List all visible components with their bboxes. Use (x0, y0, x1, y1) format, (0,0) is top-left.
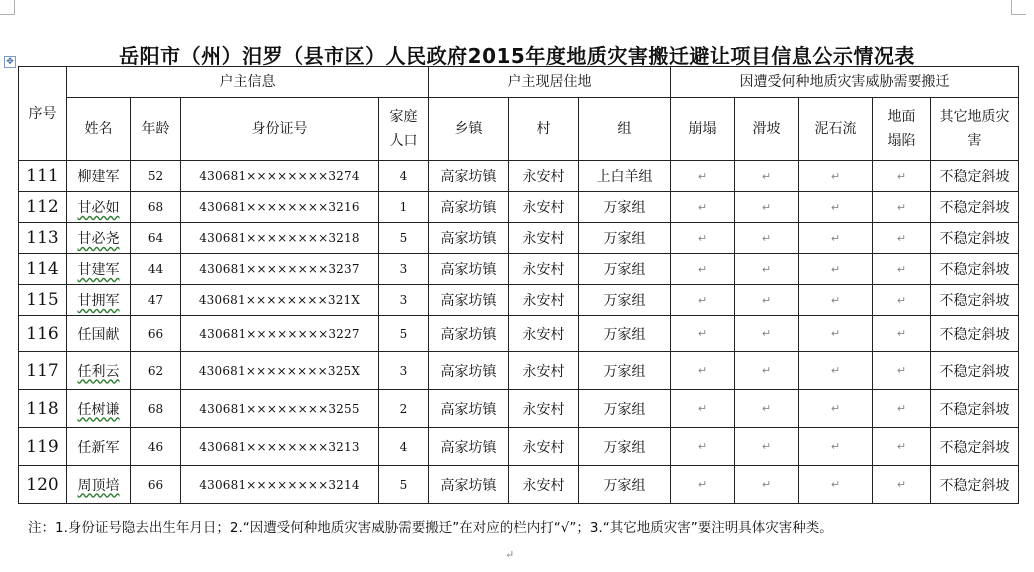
family-cell: 4 (379, 428, 429, 466)
township-cell: 高家坊镇 (429, 223, 509, 254)
subsidence-cell: ↵ (873, 352, 931, 390)
table-row (19, 316, 1019, 352)
collapse-cell: ↵ (671, 466, 735, 504)
info-table (18, 66, 1019, 504)
collapse-cell: ↵ (671, 223, 735, 254)
team-cell: 万家组 (579, 192, 671, 223)
age-cell: 66 (131, 316, 181, 352)
header-family: 家庭人口 (379, 98, 429, 161)
village-cell: 永安村 (509, 223, 579, 254)
id-cell: 430681××××××××3255 (181, 390, 379, 428)
village-cell: 永安村 (509, 316, 579, 352)
family-cell: 2 (379, 390, 429, 428)
subsidence-cell: ↵ (873, 223, 931, 254)
seq-cell: 117 (19, 352, 67, 390)
owner-name: 柳建军 (77, 169, 120, 185)
other-cell: 不稳定斜坡 (931, 254, 1019, 285)
table-row (19, 466, 1019, 504)
table-row (19, 223, 1019, 254)
family-cell: 5 (379, 223, 429, 254)
collapse-cell: ↵ (671, 390, 735, 428)
other-cell: 不稳定斜坡 (931, 285, 1019, 316)
other-cell: 不稳定斜坡 (931, 390, 1019, 428)
crop-mark-top-left (0, 0, 15, 15)
table-row (19, 192, 1019, 223)
id-cell: 430681××××××××3227 (181, 316, 379, 352)
id-cell: 430681××××××××3214 (181, 466, 379, 504)
subsidence-cell: ↵ (873, 390, 931, 428)
id-cell: 430681××××××××3216 (181, 192, 379, 223)
collapse-cell: ↵ (671, 316, 735, 352)
age-cell: 68 (131, 192, 181, 223)
id-cell: 430681××××××××3237 (181, 254, 379, 285)
team-cell: 万家组 (579, 390, 671, 428)
debris-cell: ↵ (799, 466, 873, 504)
age-cell: 46 (131, 428, 181, 466)
debris-cell: ↵ (799, 223, 873, 254)
family-cell: 4 (379, 161, 429, 192)
owner-name: 甘必如 (77, 200, 120, 216)
owner-name: 任树谦 (77, 401, 120, 418)
id-cell: 430681××××××××3213 (181, 428, 379, 466)
township-cell: 高家坊镇 (429, 390, 509, 428)
header-other: 其它地质灾害 (931, 98, 1019, 161)
age-cell: 68 (131, 390, 181, 428)
landslide-cell: ↵ (735, 254, 799, 285)
subsidence-cell: ↵ (873, 192, 931, 223)
table-row (19, 254, 1019, 285)
landslide-cell: ↵ (735, 192, 799, 223)
other-cell: 不稳定斜坡 (931, 466, 1019, 504)
team-cell: 万家组 (579, 316, 671, 352)
name-cell (67, 352, 131, 390)
header-team: 组 (579, 98, 671, 161)
name-cell (67, 192, 131, 223)
seq-cell: 112 (19, 192, 67, 223)
owner-name: 甘必尧 (77, 231, 120, 247)
subsidence-cell: ↵ (873, 254, 931, 285)
village-cell: 永安村 (509, 352, 579, 390)
landslide-cell: ↵ (735, 352, 799, 390)
landslide-cell: ↵ (735, 161, 799, 192)
owner-name: 任新军 (77, 439, 120, 456)
other-cell: 不稳定斜坡 (931, 223, 1019, 254)
township-cell: 高家坊镇 (429, 285, 509, 316)
header-name: 姓名 (67, 98, 131, 161)
header-township: 乡镇 (429, 98, 509, 161)
owner-name: 甘拥军 (77, 293, 120, 309)
owner-name: 任国献 (77, 326, 120, 343)
debris-cell: ↵ (799, 254, 873, 285)
team-cell: 万家组 (579, 254, 671, 285)
table-row (19, 390, 1019, 428)
header-id: 身份证号 (181, 98, 379, 161)
header-landslide: 滑坡 (735, 98, 799, 161)
header-age: 年龄 (131, 98, 181, 161)
subsidence-cell: ↵ (873, 161, 931, 192)
table-move-handle-icon[interactable]: ✥ (4, 56, 16, 68)
team-cell: 万家组 (579, 466, 671, 504)
age-cell: 66 (131, 466, 181, 504)
name-cell (67, 285, 131, 316)
family-cell: 5 (379, 466, 429, 504)
collapse-cell: ↵ (671, 161, 735, 192)
debris-cell: ↵ (799, 352, 873, 390)
table-row (19, 285, 1019, 316)
seq-cell: 111 (19, 161, 67, 192)
debris-cell: ↵ (799, 316, 873, 352)
village-cell: 永安村 (509, 285, 579, 316)
family-cell: 3 (379, 285, 429, 316)
age-cell: 47 (131, 285, 181, 316)
seq-cell: 119 (19, 428, 67, 466)
landslide-cell: ↵ (735, 428, 799, 466)
footnote: 注：1.身份证号隐去出生年月日；2.“因遭受何种地质灾害威胁需要搬迁”在对应的栏内打“√”；3.“其它地质灾害”要注明具体灾害种类。 (28, 520, 833, 536)
village-cell: 永安村 (509, 161, 579, 192)
table-body (19, 161, 1019, 504)
family-cell: 5 (379, 316, 429, 352)
id-cell: 430681××××××××325X (181, 352, 379, 390)
village-cell: 永安村 (509, 428, 579, 466)
other-cell: 不稳定斜坡 (931, 352, 1019, 390)
collapse-cell: ↵ (671, 192, 735, 223)
table-row (19, 161, 1019, 192)
landslide-cell: ↵ (735, 390, 799, 428)
township-cell: 高家坊镇 (429, 316, 509, 352)
collapse-cell: ↵ (671, 254, 735, 285)
id-cell: 430681××××××××321X (181, 285, 379, 316)
id-cell: 430681××××××××3274 (181, 161, 379, 192)
age-cell: 52 (131, 161, 181, 192)
header-debris: 泥石流 (799, 98, 873, 161)
village-cell: 永安村 (509, 192, 579, 223)
seq-cell: 120 (19, 466, 67, 504)
crop-mark-top-right (1011, 0, 1026, 15)
subsidence-cell: ↵ (873, 466, 931, 504)
landslide-cell: ↵ (735, 316, 799, 352)
table-row (19, 428, 1019, 466)
header-residence-group: 户主现居住地 (429, 67, 671, 98)
age-cell: 44 (131, 254, 181, 285)
subsidence-cell: ↵ (873, 428, 931, 466)
debris-cell: ↵ (799, 428, 873, 466)
subsidence-cell: ↵ (873, 316, 931, 352)
township-cell: 高家坊镇 (429, 352, 509, 390)
team-cell: 万家组 (579, 428, 671, 466)
landslide-cell: ↵ (735, 285, 799, 316)
collapse-cell: ↵ (671, 352, 735, 390)
header-subsidence: 地面塌陷 (873, 98, 931, 161)
header-hazard-group: 因遭受何种地质灾害威胁需要搬迁 (671, 67, 1019, 98)
header-owner-group: 户主信息 (67, 67, 429, 98)
owner-name: 周顶培 (77, 477, 120, 494)
age-cell: 62 (131, 352, 181, 390)
family-cell: 1 (379, 192, 429, 223)
township-cell: 高家坊镇 (429, 466, 509, 504)
other-cell: 不稳定斜坡 (931, 316, 1019, 352)
village-cell: 永安村 (509, 254, 579, 285)
document-title: 岳阳市（州）汨罗（县市区）人民政府2015年度地质灾害搬迁避让项目信息公示情况表 (119, 44, 915, 68)
debris-cell: ↵ (799, 285, 873, 316)
header-collapse: 崩塌 (671, 98, 735, 161)
name-cell (67, 161, 131, 192)
owner-name: 甘建军 (77, 262, 120, 278)
township-cell: 高家坊镇 (429, 192, 509, 223)
team-cell: 上白羊组 (579, 161, 671, 192)
team-cell: 万家组 (579, 352, 671, 390)
seq-cell: 116 (19, 316, 67, 352)
township-cell: 高家坊镇 (429, 428, 509, 466)
seq-cell: 113 (19, 223, 67, 254)
seq-cell: 114 (19, 254, 67, 285)
name-cell (67, 428, 131, 466)
debris-cell: ↵ (799, 192, 873, 223)
paragraph-mark-icon: ↵ (505, 548, 515, 561)
header-seq: 序号 (19, 67, 67, 161)
seq-cell: 115 (19, 285, 67, 316)
table-row (19, 352, 1019, 390)
other-cell: 不稳定斜坡 (931, 192, 1019, 223)
name-cell (67, 390, 131, 428)
family-cell: 3 (379, 352, 429, 390)
debris-cell: ↵ (799, 161, 873, 192)
other-cell: 不稳定斜坡 (931, 161, 1019, 192)
owner-name: 任利云 (77, 363, 120, 380)
subsidence-cell: ↵ (873, 285, 931, 316)
family-cell: 3 (379, 254, 429, 285)
landslide-cell: ↵ (735, 466, 799, 504)
id-cell: 430681××××××××3218 (181, 223, 379, 254)
team-cell: 万家组 (579, 223, 671, 254)
debris-cell: ↵ (799, 390, 873, 428)
other-cell: 不稳定斜坡 (931, 428, 1019, 466)
collapse-cell: ↵ (671, 285, 735, 316)
township-cell: 高家坊镇 (429, 254, 509, 285)
header-village: 村 (509, 98, 579, 161)
village-cell: 永安村 (509, 390, 579, 428)
name-cell (67, 316, 131, 352)
name-cell (67, 223, 131, 254)
age-cell: 64 (131, 223, 181, 254)
name-cell (67, 254, 131, 285)
team-cell: 万家组 (579, 285, 671, 316)
collapse-cell: ↵ (671, 428, 735, 466)
seq-cell: 118 (19, 390, 67, 428)
landslide-cell: ↵ (735, 223, 799, 254)
township-cell: 高家坊镇 (429, 161, 509, 192)
village-cell: 永安村 (509, 466, 579, 504)
name-cell (67, 466, 131, 504)
